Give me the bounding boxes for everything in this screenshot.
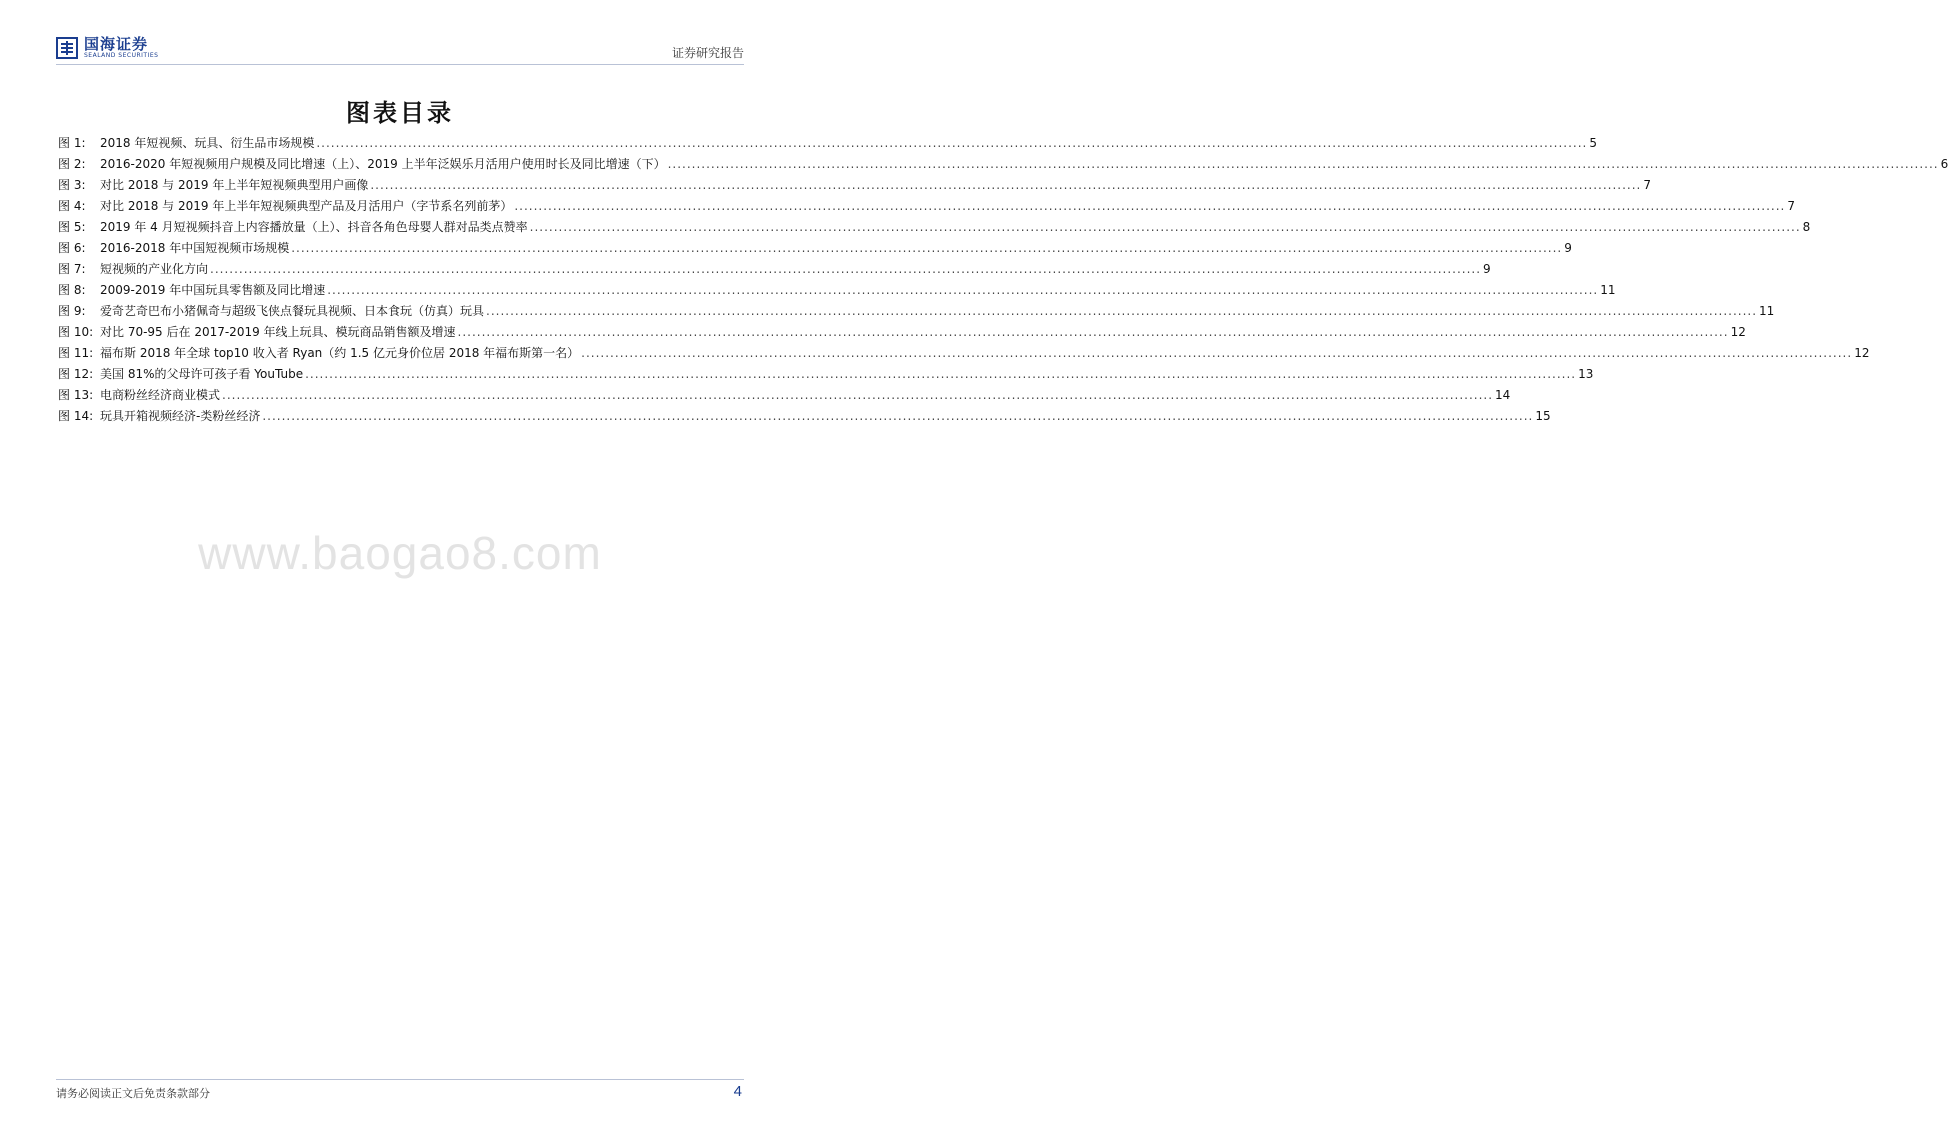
toc-entry[interactable] [58,281,1616,302]
toc-entry-label: 图 7: [58,262,86,276]
toc-entry-label: 图 8: [58,283,86,297]
toc-entry-page: 5 [1589,136,1598,150]
toc-entry-page: 14 [1495,388,1511,402]
toc-leader-dots [514,199,1785,213]
watermark: www.baogao8.com [198,527,602,579]
toc-leader-dots [581,346,1852,360]
toc-entry[interactable] [58,302,1775,323]
toc-entry[interactable] [58,323,1746,344]
toc-entry-text: 2019 年 4 月短视频抖音上内容播放量（上）、抖音各角色母婴人群对品类点赞率 [100,220,528,234]
toc-entry-page: 6 [1940,157,1948,171]
toc-entry[interactable] [58,260,1491,281]
toc-entry-text: 2016-2020 年短视频用户规模及同比增速（上）、2019 上半年泛娱乐月活用户使用时长及同比增速（下） [100,157,666,171]
logo-english-name: SEALAND SECURITIES [84,52,159,59]
toc-entry[interactable] [58,134,1598,155]
toc-entry[interactable] [58,155,1948,176]
header-divider [56,64,744,65]
toc-entry-text: 2018 年短视频、玩具、衍生品市场规模 [100,136,315,150]
toc-entry-text: 对比 70-95 后在 2017-2019 年线上玩具、模玩商品销售额及增速 [100,325,456,339]
toc-leader-dots [327,283,1598,297]
toc-entry-page: 12 [1854,346,1870,360]
page-number: 4 [733,1083,742,1100]
toc-leader-dots [291,241,1562,255]
company-logo [56,36,158,59]
toc-entry-page: 9 [1483,262,1491,276]
toc-leader-dots [668,157,1939,171]
toc-entry-text: 2009-2019 年中国玩具零售额及同比增速 [100,283,326,297]
toc-entry-text: 美国 81%的父母许可孩子看 YouTube [100,367,304,381]
toc-leader-dots [222,388,1493,402]
toc-entry-text: 对比 2018 与 2019 年上半年短视频典型用户画像 [100,178,369,192]
toc-entry-page: 12 [1730,325,1746,339]
toc-leader-dots [486,304,1757,318]
toc-entry-label: 图 14: [58,409,94,423]
toc-entry-label: 图 4: [58,199,86,213]
toc-entry[interactable] [58,344,1870,365]
toc-entry-text: 福布斯 2018 年全球 top10 收入者 Ryan（约 1.5 亿元身价位居 2018 年福布斯第一名） [100,346,580,360]
toc-entry-page: 9 [1564,241,1572,255]
toc-entry-text: 电商粉丝经济商业模式 [100,388,221,402]
toc-entry-text: 爱奇艺奇巴布小猪佩奇与超级飞侠点餐玩具视频、日本食玩（仿真）玩具 [100,304,485,318]
toc-leader-dots [305,367,1576,381]
footer-divider [56,1079,744,1080]
toc-title: 图表目录 [346,99,454,127]
toc-entry[interactable] [58,197,1795,218]
toc-entry-page: 15 [1535,409,1551,423]
toc-entry[interactable] [58,365,1594,386]
toc-leader-dots [370,178,1641,192]
toc-entry-text: 玩具开箱视频经济-类粉丝经济 [100,409,261,423]
toc-entry-label: 图 9: [58,304,86,318]
sealand-logo-icon [56,37,78,59]
toc-entry[interactable] [58,176,1651,197]
toc-entry[interactable] [58,239,1572,260]
toc-entry-text: 对比 2018 与 2019 年上半年短视频典型产品及月活用户（字节系名列前茅） [100,199,513,213]
page-header [56,30,744,64]
toc-leader-dots [316,136,1587,150]
toc-leader-dots [530,220,1801,234]
toc-entry[interactable] [58,218,1811,239]
toc-leader-dots [458,325,1729,339]
toc-entry-label: 图 11: [58,346,94,360]
toc-entry-label: 图 6: [58,241,86,255]
toc-entry-page: 11 [1759,304,1775,318]
toc-entry[interactable] [58,407,1551,428]
toc-entry[interactable] [58,386,1511,407]
toc-entry-label: 图 3: [58,178,86,192]
logo-chinese-name: 国海证券 [84,35,149,53]
toc-entry-page: 7 [1643,178,1651,192]
toc-entry-text: 短视频的产业化方向 [100,262,209,276]
toc-entry-text: 2016-2018 年中国短视频市场规模 [100,241,290,255]
disclaimer-note: 请务必阅读正文后免责条款部分 [56,1087,210,1100]
toc-entry-label: 图 12: [58,367,94,381]
toc-entry-page: 7 [1787,199,1795,213]
toc-entry-label: 图 13: [58,388,94,402]
toc-entry-label: 图 2: [58,157,86,171]
report-type: 证券研究报告 [671,46,744,60]
toc-entry-label: 图 1: [58,136,86,150]
toc-leader-dots [262,409,1533,423]
toc-entry-page: 13 [1578,367,1594,381]
toc-leader-dots [210,262,1481,276]
toc-entry-label: 图 5: [58,220,86,234]
toc-entry-page: 11 [1600,283,1616,297]
toc-entry-page: 8 [1802,220,1811,234]
toc-entry-label: 图 10: [58,325,94,339]
table-of-figures [58,134,1948,428]
